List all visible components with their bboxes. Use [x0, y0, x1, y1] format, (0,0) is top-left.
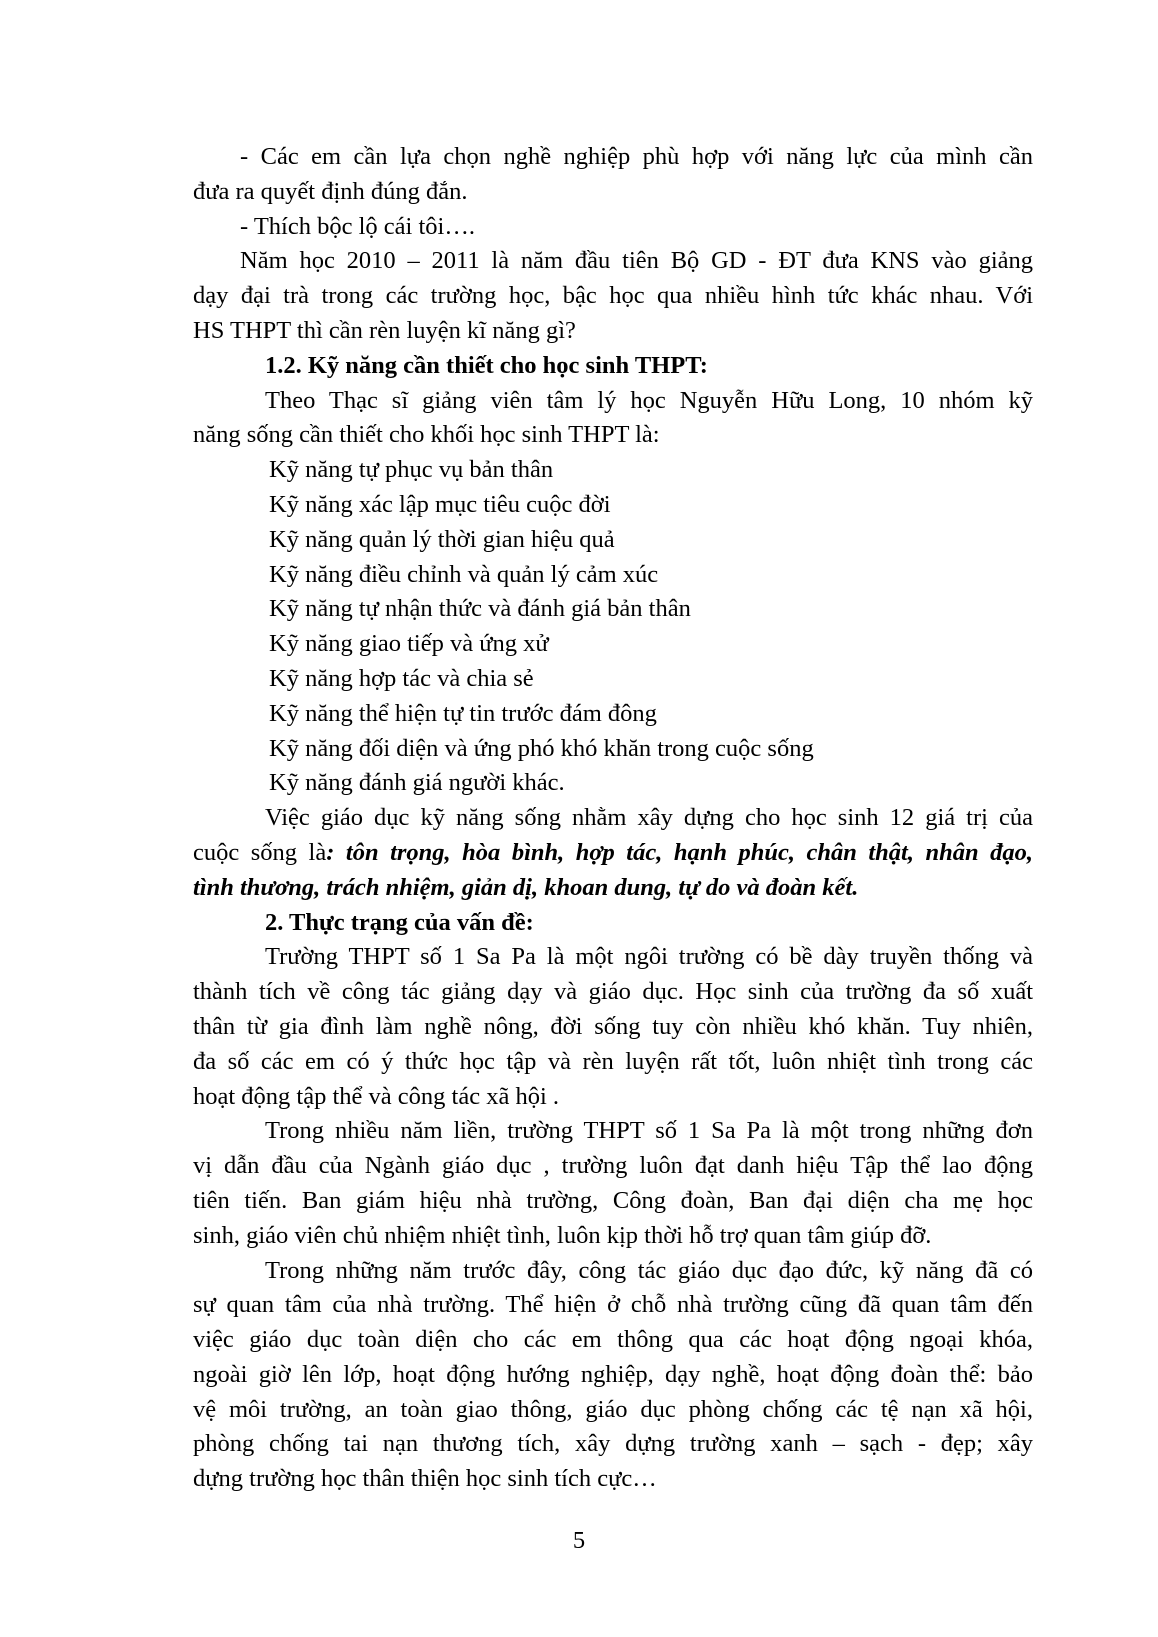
- text-line: - Các em cần lựa chọn nghề nghiệp phù hợp với năng lực của mình cần: [240, 143, 1033, 170]
- text-line: vệ môi trường, an toàn giao thông, giáo dục phòng chống các tệ nạn xã hội,: [193, 1395, 1033, 1423]
- page-number: 5: [572, 1527, 586, 1554]
- text-line: thân từ gia đình làm nghề nông, đời sống tuy còn nhiều khó khăn. Tuy nhiên,: [193, 1012, 1033, 1040]
- section-heading-2: 2. Thực trạng của vấn đề:: [265, 908, 534, 936]
- text-line: phòng chống tai nạn thương tích, xây dựng trường xanh – sạch - đẹp; xây: [193, 1430, 1033, 1458]
- text-line: Trong những năm trước đây, công tác giáo dục đạo đức, kỹ năng đã có: [265, 1256, 1033, 1284]
- text-line: năng sống cần thiết cho khối học sinh THPT là:: [193, 421, 660, 449]
- skill-item: Kỹ năng xác lập mục tiêu cuộc đời: [269, 490, 611, 518]
- text-line: dạy đại trà trong các trường học, bậc học qua nhiều hình tức khác nhau. Với: [193, 282, 1033, 310]
- skill-item: Kỹ năng hợp tác và chia sẻ: [269, 664, 534, 692]
- text-line: Việc giáo dục kỹ năng sống nhằm xây dựng cho học sinh 12 giá trị của: [265, 804, 1033, 832]
- page-body: [193, 140, 1033, 1497]
- skill-item: Kỹ năng tự phục vụ bản thân: [269, 456, 554, 484]
- text-line: thành tích về công tác giảng dạy và giáo dục. Học sinh của trường đa số xuất: [193, 978, 1033, 1006]
- skills-list: [193, 453, 1033, 801]
- skill-item: Kỹ năng điều chỉnh và quản lý cảm xúc: [269, 560, 659, 588]
- skill-item: Kỹ năng đối diện và ứng phó khó khăn trong cuộc sống: [269, 734, 814, 762]
- skill-item: Kỹ năng tự nhận thức và đánh giá bản thân: [269, 595, 691, 623]
- text-line: - Thích bộc lộ cái tôi….: [240, 212, 475, 240]
- text-line: việc giáo dục toàn diện cho các em thông qua các hoạt động ngoại khóa,: [193, 1326, 1033, 1354]
- skill-item: Kỹ năng thể hiện tự tin trước đám đông: [269, 699, 657, 727]
- skill-item: Kỹ năng đánh giá người khác.: [269, 769, 565, 797]
- skill-item: Kỹ năng giao tiếp và ứng xử: [269, 630, 549, 658]
- text-line: hoạt động tập thể và công tác xã hội .: [193, 1082, 560, 1110]
- section-heading-1-2: 1.2. Kỹ năng cần thiết cho học sinh THPT:: [265, 351, 708, 379]
- text-line: Trường THPT số 1 Sa Pa là một ngôi trường có bề dày truyền thống và: [265, 943, 1033, 971]
- text-line: đa số các em có ý thức học tập và rèn luyện rất tốt, luôn nhiệt tình trong các: [193, 1047, 1033, 1075]
- text-line: ngoài giờ lên lớp, hoạt động hướng nghiệp, dạy nghề, hoạt động đoàn thể: bảo: [193, 1360, 1033, 1388]
- text-line: HS THPT thì cần rèn luyện kĩ năng gì?: [193, 316, 576, 344]
- text-line: tiên tiến. Ban giám hiệu nhà trường, Công đoàn, Ban đại diện cha mẹ học: [193, 1186, 1033, 1214]
- text-line: Trong nhiều năm liền, trường THPT số 1 Sa Pa là một trong những đơn: [265, 1117, 1033, 1145]
- text-line: sinh, giáo viên chủ nhiệm nhiệt tình, luôn kịp thời hỗ trợ quan tâm giúp đỡ.: [193, 1221, 932, 1249]
- values-emphasis: : tôn trọng, hòa bình, hợp tác, hạnh phúc, chân thật, nhân đạo,: [326, 838, 1033, 866]
- text-line: Năm học 2010 – 2011 là năm đầu tiên Bộ GD - ĐT đưa KNS vào giảng: [240, 247, 1033, 275]
- values-intro: cuộc sống là: [193, 838, 327, 866]
- text-line: Theo Thạc sĩ giảng viên tâm lý học Nguyễn Hữu Long, 10 nhóm kỹ: [265, 386, 1033, 414]
- text-line: vị dẫn đầu của Ngành giáo dục , trường luôn đạt danh hiệu Tập thể lao động: [193, 1152, 1033, 1180]
- text-line: [193, 836, 1033, 871]
- values-emphasis: tình thương, trách nhiệm, giản dị, khoan dung, tự do và đoàn kết.: [193, 873, 859, 901]
- skill-item: Kỹ năng quản lý thời gian hiệu quả: [269, 525, 615, 553]
- text-line: đưa ra quyết định đúng đắn.: [193, 177, 468, 205]
- text-line: dựng trường học thân thiện học sinh tích cực…: [193, 1465, 657, 1493]
- text-line: sự quan tâm của nhà trường. Thể hiện ở chỗ nhà trường cũng đã quan tâm đến: [193, 1291, 1033, 1319]
